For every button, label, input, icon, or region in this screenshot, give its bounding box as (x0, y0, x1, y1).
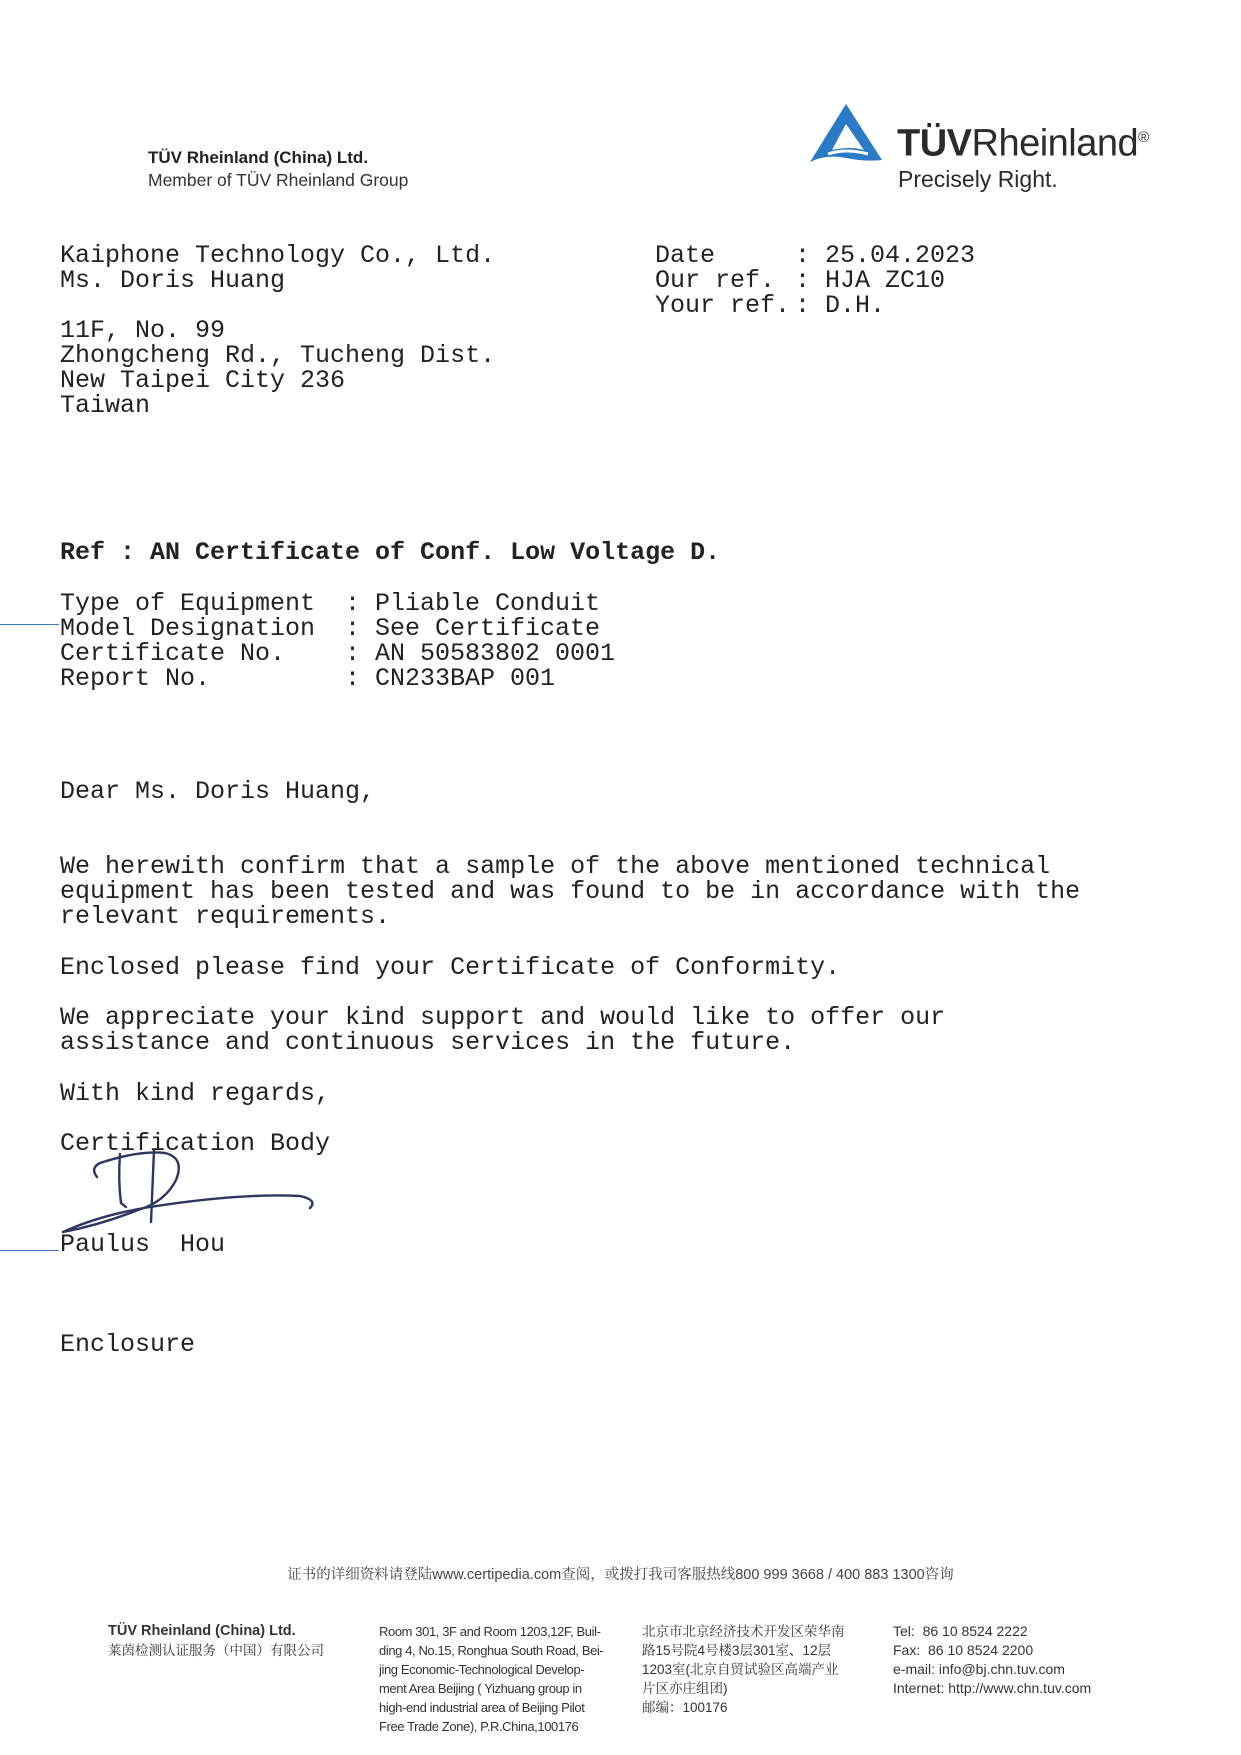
detail-value: See Certificate (375, 614, 601, 643)
footer-contact (893, 1622, 1091, 1698)
footer-hotline: 证书的详细资料请登陆www.certipedia.com查阅，或拨打我司客服热线800 999 3668 / 400 883 1300咨询 (287, 1567, 954, 1583)
meta-label: Date (655, 241, 716, 270)
address-line: Free Trade Zone), P.R.China,100176 (379, 1719, 579, 1734)
enclosure-note: Enclosure (60, 1330, 196, 1359)
closing: With kind regards, (60, 1079, 331, 1108)
address-line: jing Economic-Technological Develop- (379, 1662, 585, 1677)
detail-label: Type of Equipment (60, 589, 316, 618)
logo-brand-rest: Rheinland (971, 122, 1139, 165)
recipient-address (60, 243, 495, 418)
fold-mark (0, 1250, 59, 1251)
detail-value: CN233BAP 001 (375, 664, 556, 693)
recipient-line: Kaiphone Technology Co., Ltd. (60, 241, 496, 270)
address-line: 1203室(北京自贸试验区高端产业 (642, 1662, 839, 1677)
recipient-line: 11F, No. 99 (60, 316, 226, 345)
recipient-line: New Taipei City 236 (60, 366, 346, 395)
address-line: 片区亦庄组团) (642, 1681, 728, 1696)
address-line: 邮编：100176 (642, 1700, 728, 1715)
address-line: ment Area Beijing ( Yizhuang group in (379, 1681, 582, 1696)
footer-company-en: TÜV Rheinland (China) Ltd. (108, 1623, 296, 1639)
logo-tagline: Precisely Right. (898, 166, 1058, 192)
recipient-line: Ms. Doris Huang (60, 266, 286, 295)
detail-value: Pliable Conduit (375, 589, 601, 618)
footer-address-en (379, 1622, 603, 1736)
salutation: Dear Ms. Doris Huang, (60, 777, 376, 806)
fold-mark (0, 624, 59, 625)
contact-tel: Tel: 86 10 8524 2222 (893, 1623, 1028, 1639)
meta-value-your-ref: D.H. (825, 291, 886, 320)
detail-label: Model Designation (60, 614, 316, 643)
footer-address-cn (642, 1622, 845, 1717)
address-line: high-end industrial area of Beijing Pilot (379, 1700, 585, 1715)
equipment-details: Type of Equipment : Pliable Conduit Model Designation : See Certificate Certificate No. : AN 50583802 0001 Report No. : CN233BAP 001 (60, 589, 616, 693)
signatory-org: Certification Body (60, 1129, 331, 1158)
detail-value: AN 50583802 0001 (375, 639, 616, 668)
contact-fax: Fax: 86 10 8524 2200 (893, 1642, 1034, 1658)
meta-label: Our ref. (655, 266, 776, 295)
body-paragraph: We appreciate your kind support and would like to offer our assistance and continuous services in the future. (60, 1003, 946, 1057)
recipient-line: Taiwan (60, 391, 151, 420)
registered-mark: ® (1138, 129, 1149, 146)
body-paragraph: Enclosed please find your Certificate of Conformity. (60, 953, 841, 982)
contact-email[interactable]: e-mail: info@bj.chn.tuv.com (893, 1661, 1065, 1677)
subject-line: Ref : AN Certificate of Conf. Low Voltage D. (60, 538, 721, 567)
meta-value-our-ref: HJA ZC10 (825, 266, 946, 295)
tuv-triangle-icon (806, 100, 884, 170)
contact-website[interactable]: Internet: http://www.chn.tuv.com (893, 1680, 1092, 1696)
group-name: Member of TÜV Rheinland Group (148, 170, 409, 190)
meta-label: Your ref. (655, 291, 791, 320)
detail-label: Certificate No. (60, 639, 286, 668)
meta-value-date: 25.04.2023 (825, 241, 976, 270)
address-line: 路15号院4号楼3层301室、12层 (642, 1643, 832, 1658)
recipient-line (60, 293, 495, 318)
address-line: Room 301, 3F and Room 1203,12F, Buil- (379, 1624, 601, 1639)
company-name: TÜV Rheinland (China) Ltd. (148, 148, 369, 167)
letter-meta: Date : 25.04.2023 Our ref. : HJA ZC10 Your ref. : D.H. (655, 241, 976, 320)
recipient-line: Zhongcheng Rd., Tucheng Dist. (60, 341, 496, 370)
logo-brand-bold: TÜV (897, 122, 972, 165)
body-paragraph: We herewith confirm that a sample of the above mentioned technical equipment has been tested and was found to be in accordance with the relevant requirements. (60, 852, 1081, 931)
footer-company (108, 1622, 324, 1660)
signatory-name: Paulus Hou (60, 1230, 226, 1259)
detail-label: Report No. (60, 664, 211, 693)
address-line: 北京市北京经济技术开发区荣华南 (642, 1624, 845, 1639)
footer-company-cn: 莱茵检测认证服务（中国）有限公司 (108, 1643, 324, 1658)
address-line: ding 4, No.15, Ronghua South Road, Bei- (379, 1643, 604, 1658)
